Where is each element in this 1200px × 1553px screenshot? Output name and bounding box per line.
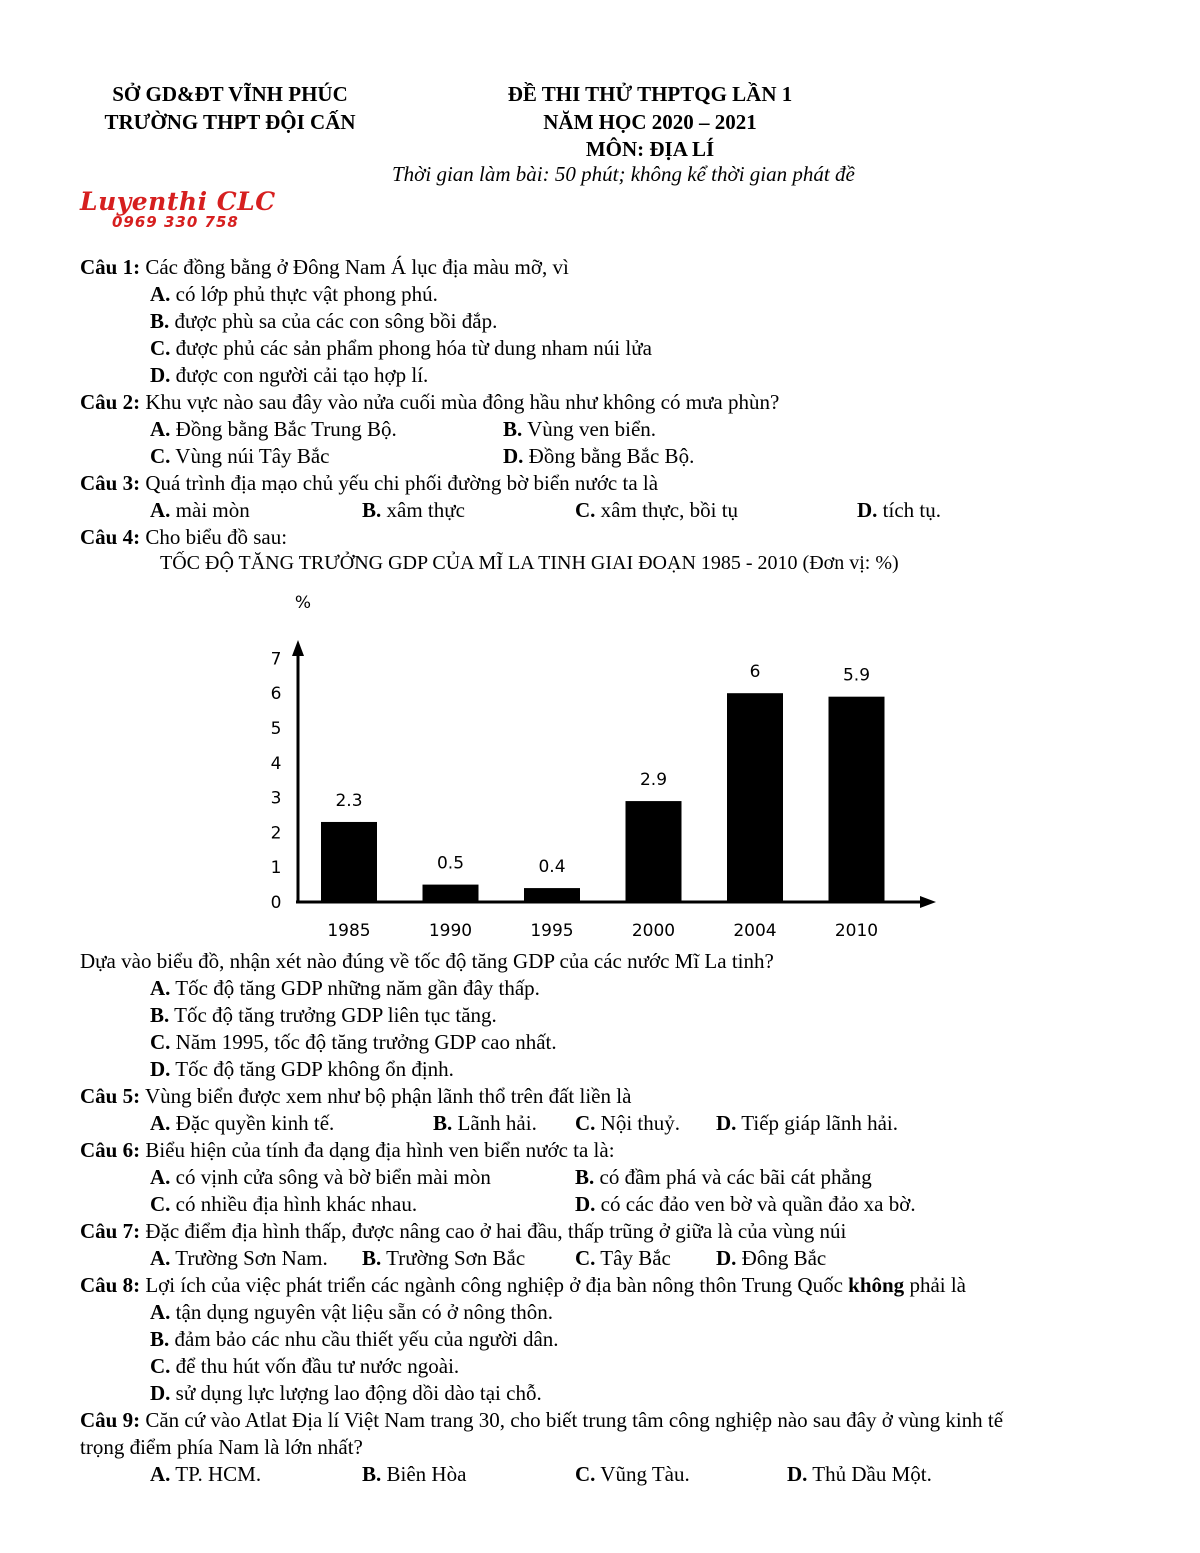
option: A. tận dụng nguyên vật liệu sẵn có ở nông thôn.: [150, 1300, 554, 1324]
school-department: SỞ GD&ĐT VĨNH PHÚC: [112, 82, 348, 106]
y-tick-label: 5: [270, 719, 282, 739]
option: B. Trường Sơn Bắc: [362, 1246, 526, 1270]
question-7: Câu 7: Đặc điểm địa hình thấp, được nâng cao ở hai đầu, thấp trũng ở giữa là của vùng núi: [80, 1219, 847, 1243]
option: B. được phù sa của các con sông bồi đắp.: [150, 309, 498, 333]
option: C. có nhiều địa hình khác nhau.: [150, 1192, 418, 1216]
option: A. TP. HCM.: [150, 1462, 262, 1486]
data-label-2004: 6: [749, 662, 761, 683]
x-tick-label-1995: 1995: [530, 921, 574, 941]
y-tick-label: 6: [270, 684, 282, 705]
data-label-1990: 0.5: [436, 853, 465, 874]
option: C. Vũng Tàu.: [575, 1462, 690, 1486]
data-label-2010: 5.9: [842, 665, 871, 686]
option: C. Năm 1995, tốc độ tăng trưởng GDP cao nhất.: [150, 1030, 557, 1054]
question-4: Câu 4: Cho biểu đồ sau:: [80, 525, 288, 549]
option: C. được phủ các sản phẩm phong hóa từ dung nham núi lửa: [150, 336, 652, 360]
question-9-line2: trọng điểm phía Nam là lớn nhất?: [80, 1435, 363, 1459]
school-year: NĂM HỌC 2020 – 2021: [543, 110, 757, 134]
option: D. tích tụ.: [857, 498, 941, 522]
option: D. Thủ Dầu Một.: [787, 1462, 932, 1486]
time-note: Thời gian làm bài: 50 phút; không kể thời gian phát đề: [392, 162, 855, 186]
data-label-1995: 0.4: [538, 857, 566, 878]
y-axis-arrow: [292, 640, 304, 656]
school-name: TRƯỜNG THPT ĐỘI CẤN: [104, 110, 356, 134]
y-tick-label: 0: [270, 893, 282, 913]
option: A. có lớp phủ thực vật phong phú.: [150, 282, 438, 306]
logo-name: Luyenthi CLC: [80, 187, 276, 216]
option: D. Đồng bằng Bắc Bộ.: [503, 444, 695, 468]
option: B. Biên Hòa: [362, 1462, 467, 1486]
y-tick-label: 7: [270, 649, 282, 670]
subject: MÔN: ĐỊA LÍ: [585, 137, 715, 161]
option: D. sử dụng lực lượng lao động dồi dào tại chỗ.: [150, 1381, 542, 1405]
option: D. được con người cải tạo hợp lí.: [150, 363, 429, 387]
option: D. Tiếp giáp lãnh hải.: [716, 1111, 899, 1135]
bar-chart: [0, 580, 1200, 950]
x-tick-label-2010: 2010: [834, 921, 879, 941]
bar-1995: [524, 888, 580, 902]
option: C. xâm thực, bồi tụ: [575, 498, 739, 522]
question-1: Câu 1: Các đồng bằng ở Đông Nam Á lục địa màu mỡ, vì: [80, 255, 569, 279]
option: D. Tốc độ tăng GDP không ổn định.: [150, 1057, 454, 1081]
option: C. Vùng núi Tây Bắc: [150, 444, 330, 468]
x-tick-label-1990: 1990: [428, 921, 473, 941]
y-tick-label: 2: [270, 823, 282, 844]
option: D. Đông Bắc: [716, 1246, 827, 1270]
question-6: Câu 6: Biểu hiện của tính đa dạng địa hình ven biển nước ta là:: [80, 1138, 615, 1162]
option: A. mài mòn: [150, 498, 250, 522]
bar-1990: [423, 885, 479, 902]
question-3: Câu 3: Quá trình địa mạo chủ yếu chi phối đường bờ biển nước ta là: [80, 471, 659, 495]
question-4-prompt: Dựa vào biểu đồ, nhận xét nào đúng về tốc độ tăng GDP của các nước Mĩ La tinh?: [80, 949, 774, 973]
x-axis-arrow: [920, 896, 936, 908]
option: B. Vùng ven biển.: [503, 417, 657, 441]
logo-phone: 0969 330 758: [112, 213, 239, 231]
option: A. Tốc độ tăng GDP những năm gần đây thấp.: [150, 976, 540, 1000]
y-tick-label: 1: [270, 858, 282, 879]
bar-2000: [626, 801, 682, 902]
option: A. Đặc quyền kinh tế.: [150, 1111, 335, 1135]
question-9: Câu 9: Căn cứ vào Atlat Địa lí Việt Nam trang 30, cho biết trung tâm công nghiệp nào sau đây ở vùng kinh tế: [80, 1408, 1004, 1432]
data-label-1985: 2.3: [335, 790, 363, 811]
option: B. Tốc độ tăng trưởng GDP liên tục tăng.: [150, 1003, 497, 1027]
option: B. đảm bảo các nhu cầu thiết yếu của người dân.: [150, 1327, 559, 1351]
x-tick-label-1985: 1985: [327, 921, 371, 941]
option: C. Nội thuỷ.: [575, 1111, 681, 1135]
question-5: Câu 5: Vùng biển được xem như bộ phận lãnh thổ trên đất liền là: [80, 1084, 632, 1108]
x-tick-label-2000: 2000: [631, 921, 676, 941]
y-tick-label: 3: [270, 788, 282, 809]
option: A. có vịnh cửa sông và bờ biển mài mòn: [150, 1165, 491, 1189]
option: B. xâm thực: [362, 498, 465, 522]
x-tick-label-2004: 2004: [733, 921, 777, 941]
question-8: Câu 8: Lợi ích của việc phát triển các ngành công nghiệp ở địa bàn nông thôn Trung Quốc không phải là: [80, 1273, 966, 1297]
option: C. Tây Bắc: [575, 1246, 671, 1270]
bar-2004: [727, 693, 783, 902]
y-axis-label: %: [294, 593, 312, 613]
option: A. Đồng bằng Bắc Trung Bộ.: [150, 417, 397, 441]
option: B. Lãnh hải.: [433, 1111, 537, 1135]
y-tick-label: 4: [270, 753, 282, 774]
option: C. để thu hút vốn đầu tư nước ngoài.: [150, 1354, 460, 1378]
chart-title: TỐC ĐỘ TĂNG TRƯỞNG GDP CỦA MĨ LA TINH GIAI ĐOẠN 1985 - 2010 (Đơn vị: %): [160, 552, 899, 574]
option: B. có đầm phá và các bãi cát phẳng: [575, 1165, 872, 1189]
data-label-2000: 2.9: [639, 770, 668, 791]
option: D. có các đảo ven bờ và quần đảo xa bờ.: [575, 1192, 916, 1216]
question-2: Câu 2: Khu vực nào sau đây vào nửa cuối mùa đông hầu như không có mưa phùn?: [80, 390, 780, 414]
bar-2010: [829, 697, 885, 902]
bar-1985: [321, 822, 377, 902]
option: A. Trường Sơn Nam.: [150, 1246, 328, 1270]
exam-title: ĐỀ THI THỬ THPTQG LẦN 1: [507, 82, 793, 106]
